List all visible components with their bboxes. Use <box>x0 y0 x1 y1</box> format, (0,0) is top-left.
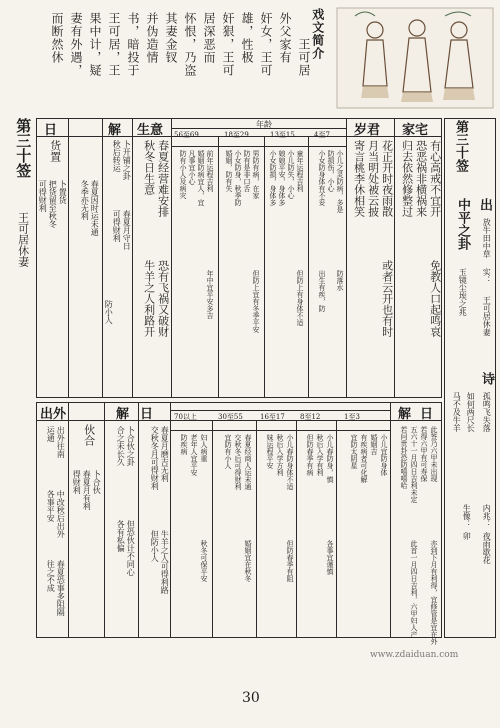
age-18-29-text: 婚姻，防有失 <box>225 150 234 192</box>
intro-line: 奸女，王可 <box>259 12 273 77</box>
intro-line: 书，暗投于 <box>126 12 140 77</box>
intro-line: 雄，性极 <box>240 12 254 64</box>
age-group-label: 1至3 <box>344 413 360 421</box>
verse-line: 此签乃六甲未出现 <box>430 426 439 482</box>
age-70-text: 老年人宜平安 <box>190 434 199 476</box>
ri-label-bottom: 伙合 <box>82 424 96 446</box>
ri-text-bottom: 得财利 <box>72 470 82 494</box>
poem-label: 诗 <box>478 372 494 385</box>
age-18-29-text: 但防上宜有冬季平安 <box>252 270 261 333</box>
rinjie-text: 交秋冬月可得财利 <box>150 426 160 490</box>
age-56-69-text: 前年运程吉利 <box>206 150 215 192</box>
intro-line: 怀恨，乃盗 <box>183 12 197 77</box>
sui-jun-text: 寄言桃李休相笑 <box>352 140 366 217</box>
sui-jun-text: 花正开时夜雨散 <box>380 140 394 217</box>
jia-zhai-text: 免教人口起鸣哀 <box>428 260 442 337</box>
intro-line: 果中计，疑 <box>88 12 102 77</box>
page-number: 30 <box>242 690 260 706</box>
intro-line: 奸狠，王可 <box>221 12 235 77</box>
intro-label: 戏文简介 <box>310 8 325 60</box>
jia-zhai-text: 有心高戒不宜开 <box>428 140 442 217</box>
age-1-3-text: 宜防太阴星 <box>350 434 359 469</box>
jie-text: 春夏月守日 <box>122 210 132 250</box>
age-1-3-text: 婚姻吉 <box>370 434 379 455</box>
intro-line: 而断然休 <box>50 12 64 64</box>
age-group-label: 16至17 <box>260 413 285 421</box>
age-group-label: 30至55 <box>218 413 243 421</box>
sign-title: 第三十签 <box>452 120 468 172</box>
age-8-12-text: 各事宜谨慎 <box>326 540 335 575</box>
age-group-label: 18至29 <box>224 131 249 139</box>
header-ri: 日 <box>140 407 154 422</box>
header-jie2: 解 <box>398 407 412 422</box>
sheng-label: 生像： <box>462 504 472 528</box>
rinjie-text: 春夏月磨吉无利 <box>160 426 170 482</box>
age-group-label: 8至12 <box>300 413 321 421</box>
header-jie: 解 <box>108 123 122 138</box>
chu-label: 出 <box>476 198 492 211</box>
age-1-3-text: 小儿宜防身体 <box>380 434 389 476</box>
intro-line: 王可居 <box>297 38 311 77</box>
poem-line: 马不及牛羊 <box>452 392 462 432</box>
jia-zhai-text: 归去依然修整过 <box>400 140 414 217</box>
header-nian-ling: 年龄 <box>256 120 272 129</box>
ri-text-bottom: 春夏月有利 <box>82 470 92 510</box>
sheng-text: 卯 <box>462 532 472 540</box>
verse-line: 此首一月四日吉利，六甲妇人产 <box>410 540 419 638</box>
nei-label: 内兆： <box>482 504 492 528</box>
header-jia-zhai: 家宅 <box>402 123 429 138</box>
nei-text: 夜雨歇花 <box>482 532 492 564</box>
age-13-15-text: 童年运程吉利 <box>296 150 305 192</box>
age-56-69-text: 婚姻防病宜人，宜 <box>197 150 206 206</box>
age-8-12-text: 秋后入学有利 <box>316 434 325 476</box>
intro-body <box>42 12 310 130</box>
age-4-7-text: 小女防身体有不妥 <box>318 150 327 206</box>
header-ri2: 日 <box>420 407 434 422</box>
ri-text: 把货留至秋冬 <box>48 180 58 228</box>
intro-line: 妻有外遇， <box>69 12 83 77</box>
ri-text: 冬季亦无利 <box>80 180 90 220</box>
header-ri: 日 <box>44 123 58 138</box>
intro-line: 并伪造情 <box>145 12 159 64</box>
age-group-label: 13至15 <box>270 131 295 139</box>
age-group-label: 4至7 <box>314 131 330 139</box>
ri-label: 货置 <box>48 140 62 162</box>
rinjie-text: 牛羊之人可得利路 <box>160 530 170 594</box>
chu-wai-text: 各事平安 <box>46 490 56 522</box>
jia-zhai-text: 恐恶祸非横祸来 <box>414 140 428 217</box>
age-16-17-text: 妹运程平安 <box>266 434 275 469</box>
verse-line: 若问贵卦恐防嘻嘻哈 <box>400 426 409 489</box>
chu-wai-text: 出外往南 <box>56 426 66 458</box>
age-16-17-text: 但防春季有阻 <box>286 540 295 582</box>
age-8-12-text: 小儿春防身，慎 <box>326 434 335 483</box>
grade: 中平之卦 <box>454 198 470 250</box>
chu-wai-text: 运通 <box>46 426 56 442</box>
sui-jun-text: 或者云开也有时 <box>380 260 394 337</box>
age-56-69-text: 防有小人及病灾 <box>179 150 188 199</box>
sheng-yi-text: 牛羊之人利路开 <box>142 260 156 337</box>
jie-text-bottom: 但恐伙计不同心 <box>126 520 136 576</box>
age-4-7-text: 防损伤，小心 <box>327 150 336 192</box>
age-13-15-text: 娘娘平安，身体多 <box>278 150 287 206</box>
verse-line: 五六十一月四日吉利未定 <box>410 426 419 503</box>
ri-text-bottom: 卜合伙 <box>92 470 102 494</box>
verse-line: 若得六甲有可寿保 <box>420 426 429 482</box>
intro-line: 居深恶而 <box>202 12 216 64</box>
jie-text-bottom: 卜合伙之卦 <box>126 426 136 466</box>
age-13-15-text: 但防上有身体不适 <box>296 270 305 326</box>
age-13-15-text: 小儿防失，小心 <box>287 150 296 199</box>
age-70-text: 防疾病 <box>180 434 189 455</box>
jie-text: 卜开铺之卦 <box>122 140 132 180</box>
age-16-17-text: 小儿春防身体不适 <box>286 434 295 490</box>
age-30-55-text: 宜防有小人 <box>224 434 233 469</box>
shi-label: 实： <box>482 268 492 284</box>
age-30-55-text: 婚姻宜在秋冬 <box>244 540 253 582</box>
sui-jun-text: 月当明处被云披 <box>366 140 380 217</box>
sheng-yi-text: 恐有飞祸又破财 <box>156 260 170 337</box>
opera-illustration <box>335 6 495 110</box>
header-jie: 解 <box>116 407 130 422</box>
header-sui-jun: 岁君 <box>354 123 381 138</box>
tag-text: 玉镜尘埃之兆 <box>458 268 468 316</box>
chu-wai-text: 中改秋后出外 <box>56 490 66 538</box>
age-18-29-text: 小女防身，秋季防 <box>234 150 243 206</box>
ri-text: 春夏因时运未通 <box>90 180 100 236</box>
age-30-55-text: 春夏经商人运未通 <box>244 434 253 490</box>
watermark: www.zdaiduan.com <box>370 650 459 660</box>
jie-text: 秋后转运 <box>112 140 122 172</box>
chu-wai-text: 往之不成 <box>46 560 56 592</box>
age-4-7-text: 小儿之灵防病，多是 <box>336 150 345 213</box>
sign-title-left: 第三十签 <box>14 118 33 178</box>
age-18-29-text: 男防有病，在家 <box>252 150 261 199</box>
poem-line: 如何两尺长 <box>466 392 476 432</box>
age-4-7-text: 出生有疾，防 <box>318 270 327 312</box>
intro-line: 王可居，王 <box>107 12 121 77</box>
age-group-label: 56至69 <box>174 131 199 139</box>
sheng-yi-text: 春夏经营难安排 <box>156 140 170 217</box>
header-chu-wai: 出外 <box>40 407 67 422</box>
age-1-3-text: 有疾病者可化解 <box>360 434 369 483</box>
jie-text: 防小人 <box>104 300 114 324</box>
ri-text: 卜置货 <box>58 180 68 204</box>
age-18-29-text: 防有是非口舌 <box>243 150 252 192</box>
ri-text: 可得财利 <box>38 180 48 212</box>
chu-wai-text: 春夏恐事多阻隔 <box>56 560 66 616</box>
age-70-text: 妇人病重 <box>200 434 209 462</box>
sign-name-left: 王可居休妻 <box>16 212 30 267</box>
verse-line: 亦到下月有利得，宜修管是宜在外 <box>430 540 439 645</box>
chu-text: 放牛田中草 <box>482 218 492 258</box>
rinjie-text: 但防小人 <box>150 530 160 562</box>
header-sheng-yi: 生意 <box>137 123 164 138</box>
intro-line: 其妻金钗 <box>164 12 178 64</box>
age-group-label: 70以上 <box>174 413 197 421</box>
jie-text-bottom: 合之未长久 <box>116 426 126 466</box>
age-13-15-text: 小女防损，身体多 <box>269 150 278 206</box>
age-30-55-text: 交秋冬后可得财利 <box>234 434 243 490</box>
poem-line: 孤鸣飞失落 <box>482 392 492 432</box>
jie-text: 可得财利 <box>112 210 122 242</box>
age-8-12-text: 但防春季有病 <box>306 434 315 476</box>
sheng-yi-text: 秋冬日生意 <box>142 140 156 195</box>
age-56-69-text: 凡事宜小心 <box>188 150 197 185</box>
age-70-text: 秋冬可保平安 <box>200 540 209 582</box>
shi-text: 王可居休妻 <box>482 296 492 336</box>
jie-text-bottom: 各有私偏 <box>116 520 126 552</box>
age-56-69-text: 年中宜平安多吉 <box>206 270 215 319</box>
age-4-7-text: 防落水 <box>336 270 345 291</box>
age-16-17-text: 秋后入学方利 <box>276 434 285 476</box>
intro-line: 外父家有 <box>278 12 292 64</box>
